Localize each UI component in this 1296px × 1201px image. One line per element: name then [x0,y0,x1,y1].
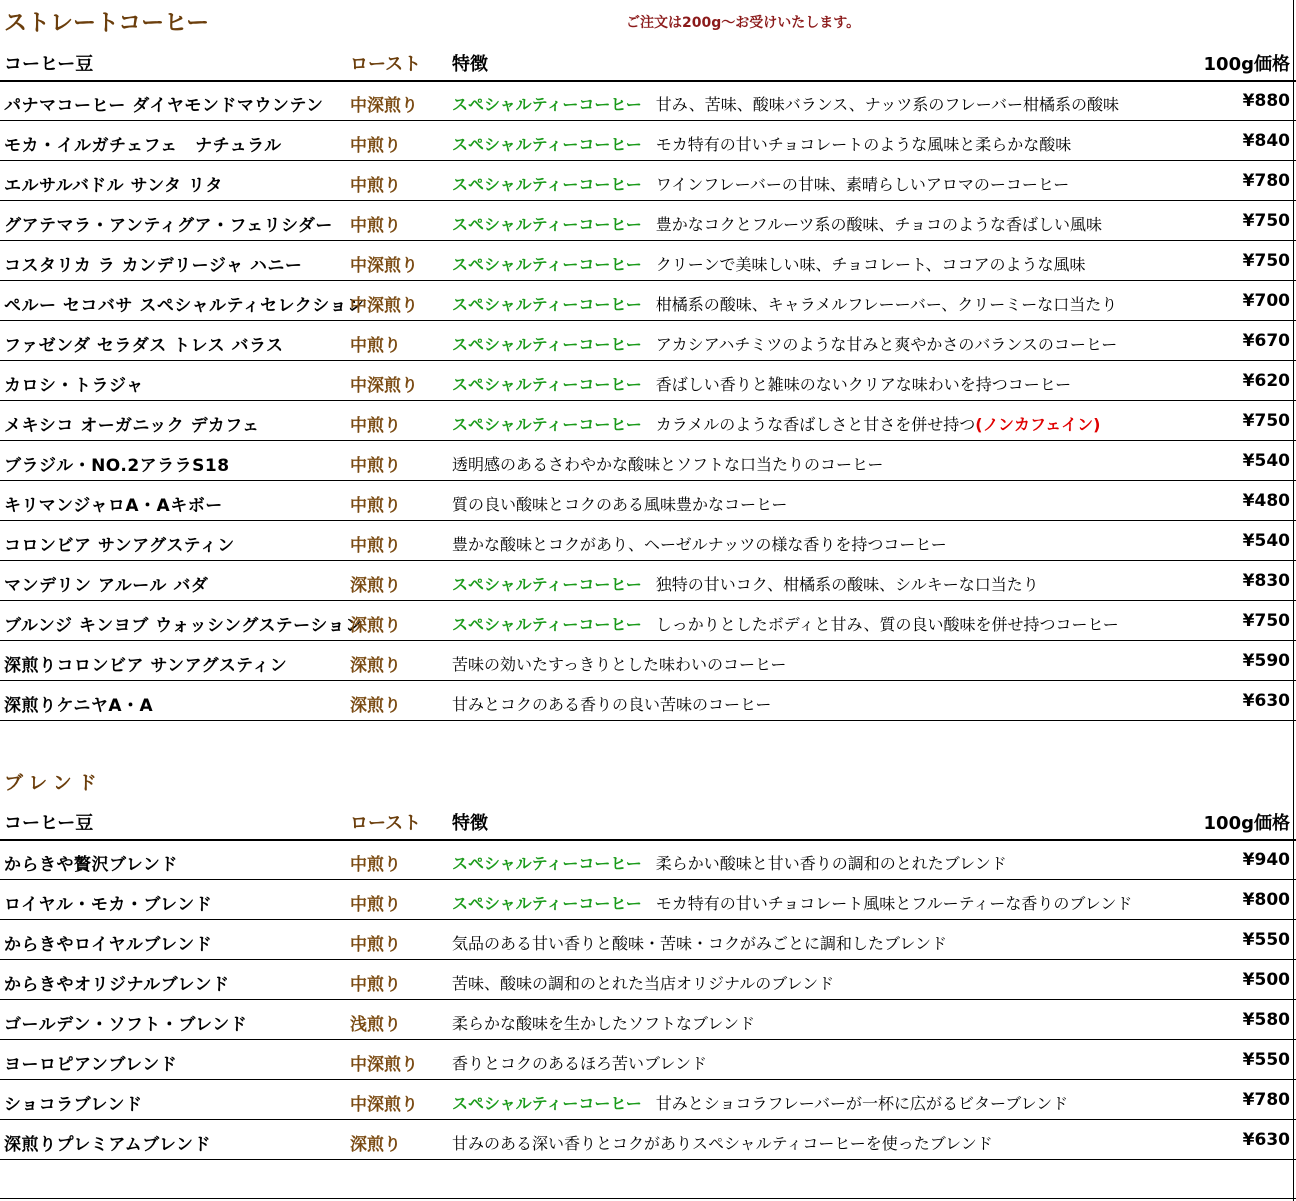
feature-description: クリーンで美味しい味、チョコレート、ココアのような風味 [655,255,1086,274]
header-feature: 特徴 [452,813,488,834]
price: ¥590 [1242,651,1290,671]
table-header-straight [0,44,1296,78]
bean-name: エルサルバドル サンタ リタ [4,176,223,196]
bean-name: カロシ・トラジャ [4,376,144,396]
roast-level: 中煎り [350,895,401,915]
section-title-straight: ストレートコーヒー [4,10,210,36]
roast-level: 中煎り [350,935,401,955]
price: ¥780 [1242,1090,1290,1110]
feature-cell [452,292,1117,315]
feature-cell [452,891,1132,914]
roast-level: 深煎り [350,576,401,596]
header-price: 100g価格 [1203,813,1290,834]
specialty-label: スペシャルティーコーヒー [452,1094,642,1113]
bean-name: からきや贅沢ブレンド [4,855,178,875]
feature-cell [452,332,1117,355]
feature-cell [452,572,1039,595]
roast-level: 深煎り [350,1135,401,1155]
price: ¥750 [1242,611,1290,631]
table-row [0,481,1296,521]
feature-cell [452,172,1069,195]
specialty-label: スペシャルティーコーヒー [452,854,642,873]
roast-level: 中深煎り [350,1055,418,1075]
roast-level: 中煎り [350,216,401,236]
bean-name: ロイヤル・モカ・ブレンド [4,895,213,915]
feature-description: 甘み、苦味、酸味バランス、ナッツ系のフレーバー柑橘系の酸味 [655,95,1119,114]
specialty-label: スペシャルティーコーヒー [452,575,642,594]
table-row [0,281,1296,321]
roast-level: 中煎り [350,136,401,156]
roast-level: 中煎り [350,975,401,995]
feature-description: 豊かなコクとフルーツ系の酸味、チョコのような香ばしい風味 [655,215,1103,234]
price: ¥780 [1242,171,1290,191]
feature-cell [452,412,1100,435]
bean-name: 深煎りケニヤA・A [4,696,154,716]
section-title-blend: ブレンド [4,772,103,794]
bean-name: ヨーロピアンブレンド [4,1055,178,1075]
bean-name: からきやロイヤルブレンド [4,935,213,955]
decaf-note: (ノンカフェイン) [975,415,1101,434]
price: ¥750 [1242,411,1290,431]
feature-cell [452,931,947,954]
table-row [0,561,1296,601]
feature-cell [452,452,883,475]
feature-description: 独特の甘いコク、柑橘系の酸味、シルキーな口当たり [655,575,1039,594]
table-bottom-border [0,1198,1296,1199]
bean-name: 深煎りプレミアムブレンド [4,1135,212,1155]
price: ¥620 [1242,371,1290,391]
roast-level: 中煎り [350,336,401,356]
bean-name: ショコラブレンド [4,1095,143,1115]
price: ¥540 [1242,531,1290,551]
roast-level: 中深煎り [350,256,418,276]
feature-description: モカ特有の甘いチョコレートのような風味と柔らかな酸味 [655,135,1072,154]
feature-description: 甘みのある深い香りとコクがありスペシャルティコーヒーを使ったブレンド [452,1134,993,1153]
feature-cell [452,612,1119,635]
bean-name: からきやオリジナルブレンド [4,975,230,995]
feature-cell [452,851,1007,874]
table-row [0,960,1296,1000]
feature-description: 透明感のあるさわやかな酸味とソフトな口当たりのコーヒー [452,455,884,474]
table-row [0,1040,1296,1080]
roast-level: 中煎り [350,456,401,476]
roast-level: 中深煎り [350,96,418,116]
feature-description: モカ特有の甘いチョコレート風味とフルーティーな香りのブレンド [655,894,1133,913]
table-row [0,361,1296,401]
table-row [0,241,1296,281]
table-row [0,161,1296,201]
feature-cell [452,1091,1068,1114]
feature-description: 柔らかい酸味と甘い香りの調和のとれたブレンド [655,854,1007,873]
feature-description: しっかりとしたボディと甘み、質の良い酸味を併せ持つコーヒー [655,615,1119,634]
header-roast: ロースト [350,54,422,75]
feature-cell [452,971,834,994]
feature-cell [452,492,787,515]
specialty-label: スペシャルティーコーヒー [452,175,642,194]
specialty-label: スペシャルティーコーヒー [452,375,642,394]
roast-level: 中煎り [350,176,401,196]
table-row [0,441,1296,481]
roast-level: 中深煎り [350,376,418,396]
table-row [0,521,1296,561]
specialty-label: スペシャルティーコーヒー [452,415,642,434]
feature-description: アカシアハチミツのような甘みと爽やかさのバランスのコーヒー [655,335,1118,354]
table-row [0,1080,1296,1120]
bean-name: ファゼンダ セラダス トレス バラス [4,336,284,356]
feature-cell [452,692,771,715]
roast-level: 深煎り [350,616,401,636]
table-row [0,681,1296,721]
table-row [0,1000,1296,1040]
feature-cell [452,1011,755,1034]
feature-description: 質の良い酸味とコクのある風味豊かなコーヒー [452,495,788,514]
bean-name: パナマコーヒー ダイヤモンドマウンテン [4,96,324,116]
table-row [0,401,1296,441]
price: ¥880 [1242,91,1290,111]
feature-description: 柔らかな酸味を生かしたソフトなブレンド [452,1014,755,1033]
table-row [0,601,1296,641]
feature-cell [452,92,1119,115]
price: ¥840 [1242,131,1290,151]
table-row [0,920,1296,960]
feature-description: 甘みとコクのある香りの良い苦味のコーヒー [452,695,772,714]
roast-level: 中煎り [350,496,401,516]
feature-cell [452,372,1071,395]
feature-description: 甘みとショコラフレーバーが一杯に広がるビターブレンド [655,1094,1069,1113]
feature-description: 香りとコクのあるほろ苦いブレンド [452,1054,707,1073]
roast-level: 中煎り [350,416,401,436]
feature-cell [452,252,1086,275]
table-row [0,641,1296,681]
header-bean: コーヒー豆 [4,54,94,75]
table-row [0,880,1296,920]
price: ¥700 [1242,291,1290,311]
price: ¥670 [1242,331,1290,351]
roast-level: 中深煎り [350,1095,418,1115]
table-header-blend [0,803,1296,837]
table-row [0,201,1296,241]
specialty-label: スペシャルティーコーヒー [452,295,642,314]
price: ¥550 [1242,1050,1290,1070]
roast-level: 中深煎り [350,296,418,316]
bean-name: ゴールデン・ソフト・ブレンド [4,1015,248,1035]
specialty-label: スペシャルティーコーヒー [452,335,642,354]
bean-name: 深煎りコロンビア サンアグスティン [4,656,288,676]
price: ¥750 [1242,211,1290,231]
roast-level: 浅煎り [350,1015,401,1035]
price: ¥630 [1242,691,1290,711]
price: ¥830 [1242,571,1290,591]
header-roast: ロースト [350,813,422,834]
bean-name: ブルンジ キンヨブ ウォッシングステーション [4,616,363,636]
bean-name: マンデリン アルール バダ [4,576,209,596]
bean-name: キリマンジャロA・Aキボー [4,496,223,516]
bean-name: ペルー セコバサ スペシャルティセレクション [4,296,365,316]
bean-name: モカ・イルガチェフェ ナチュラル [4,136,282,156]
specialty-label: スペシャルティーコーヒー [452,255,642,274]
feature-description: 苦味の効いたすっきりとした味わいのコーヒー [452,655,787,674]
table-row [0,1120,1296,1160]
feature-description: ワインフレーバーの甘味、素晴らしいアロマのーコーヒー [655,175,1070,194]
feature-cell [452,1051,707,1074]
specialty-label: スペシャルティーコーヒー [452,894,642,913]
specialty-label: スペシャルティーコーヒー [452,215,642,234]
price: ¥940 [1242,850,1290,870]
feature-cell [452,1131,993,1154]
order-notice: ご注文は200g～お受けいたします。 [626,15,861,31]
header-bean: コーヒー豆 [4,813,94,834]
table-row [0,840,1296,880]
price: ¥550 [1242,930,1290,950]
roast-level: 中煎り [350,536,401,556]
price: ¥540 [1242,451,1290,471]
feature-cell [452,212,1102,235]
roast-level: 深煎り [350,656,401,676]
bean-name: ブラジル・NO.2アララS18 [4,456,230,476]
price: ¥500 [1242,970,1290,990]
roast-level: 深煎り [350,696,401,716]
bean-name: コロンビア サンアグスティン [4,536,235,556]
price: ¥630 [1242,1130,1290,1150]
header-feature: 特徴 [452,54,488,75]
feature-description: 柑橘系の酸味、キャラメルフレーーバー、クリーミーな口当たり [655,295,1118,314]
feature-description: 豊かな酸味とコクがあり、ヘーゼルナッツの様な香りを持つコーヒー [452,535,947,554]
specialty-label: スペシャルティーコーヒー [452,135,642,154]
bean-name: グアテマラ・アンティグア・フェリシダー [4,216,333,236]
feature-description: 苦味、酸味の調和のとれた当店オリジナルのブレンド [452,974,835,993]
roast-level: 中煎り [350,855,401,875]
feature-cell [452,532,947,555]
bean-name: コスタリカ ラ カンデリージャ ハニー [4,256,303,276]
price: ¥580 [1242,1010,1290,1030]
specialty-label: スペシャルティーコーヒー [452,615,642,634]
specialty-label: スペシャルティーコーヒー [452,95,642,114]
header-price: 100g価格 [1203,54,1290,75]
feature-cell [452,652,786,675]
price: ¥750 [1242,251,1290,271]
table-row [0,321,1296,361]
feature-description: 香ばしい香りと雑味のないクリアな味わいを持つコーヒー [655,375,1072,394]
feature-description: 気品のある甘い香りと酸味・苦味・コクがみごとに調和したブレンド [452,934,947,953]
feature-cell [452,132,1071,155]
price: ¥480 [1242,491,1290,511]
price: ¥800 [1242,890,1290,910]
table-row [0,121,1296,161]
feature-description: カラメルのような香ばしさと甘さを併せ持つ [655,415,976,434]
bean-name: メキシコ オーガニック デカフェ [4,416,260,436]
table-row [0,81,1296,121]
